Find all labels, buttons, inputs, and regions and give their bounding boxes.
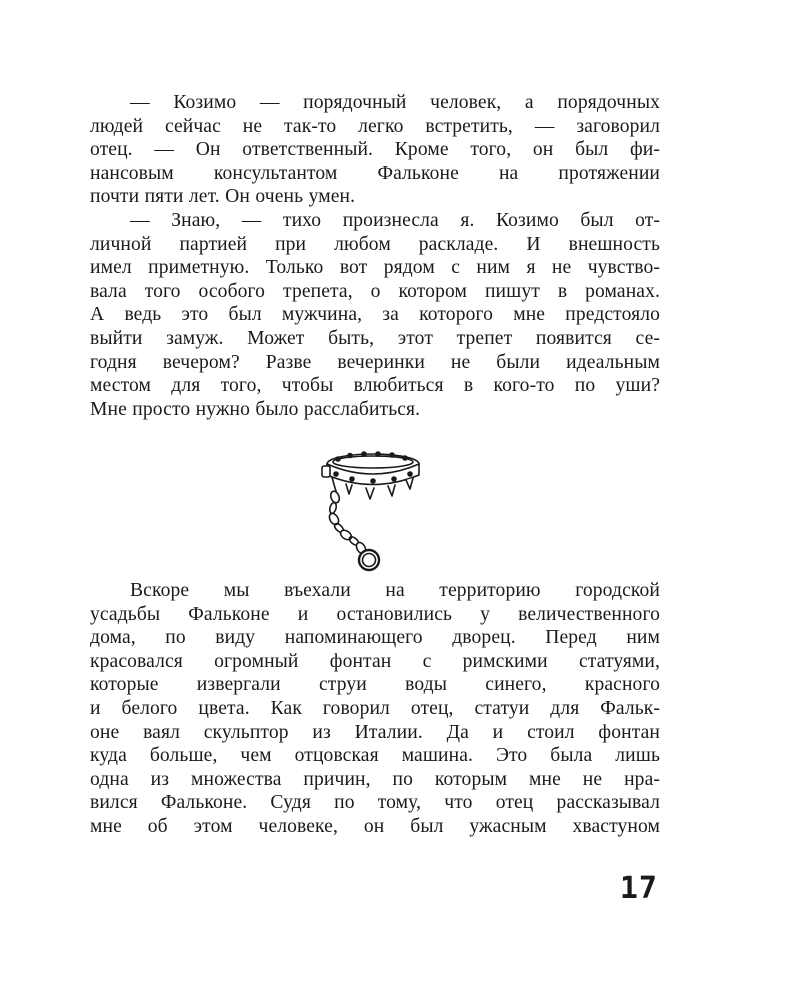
text-line: одна из множества причин, по которым мне не нра- — [90, 768, 660, 790]
text-line: людей сейчас не так-то легко встретить, — заговорил — [90, 115, 660, 137]
text-line: — Знаю, — тихо произнесла я. Козимо был от- — [130, 209, 660, 231]
text-line: местом для того, чтобы влюбиться в кого-то по уши? — [90, 375, 660, 397]
text-block-bottom — [90, 579, 660, 839]
text-line: выйти замуж. Может быть, этот трепет появится се- — [90, 327, 660, 349]
text-line: усадьбы Фальконе и остановились у величественного — [90, 603, 660, 625]
text-line: которые извергали струи воды синего, красного — [90, 674, 660, 696]
text-line: и белого цвета. Как говорил отец, статуи для Фальк- — [90, 697, 660, 719]
text-line: годня вечером? Разве вечеринки не были идеальным — [90, 351, 660, 373]
text-line: красовался огромный фонтан с римскими статуями, — [90, 650, 660, 672]
text-line: вала того особого трепета, о котором пишут в романах. — [90, 280, 660, 302]
text-line: личной партией при любом раскладе. И внешность — [90, 233, 660, 255]
spiked-collar-with-chain-icon — [318, 448, 428, 573]
text-line: имел приметную. Только вот рядом с ним я не чувство- — [90, 257, 660, 279]
text-line: — Козимо — порядочный человек, а порядочных — [130, 92, 660, 113]
text-line: вился Фальконе. Судя по тому, что отец рассказывал — [90, 792, 660, 814]
page-number: 17 — [619, 871, 658, 906]
text-line: мне об этом человеке, он был ужасным хвастуном — [90, 815, 660, 837]
text-line: Вскоре мы въехали на территорию городской — [130, 580, 660, 601]
text-line: А ведь это был мужчина, за которого мне предстояло — [90, 304, 660, 326]
text-block-top — [90, 91, 660, 421]
text-line: нансовым консультантом Фальконе на протяжении — [90, 162, 660, 184]
text-line: отец. — Он ответственный. Кроме того, он был фи- — [90, 139, 660, 161]
text-line: оне ваял скульптор из Италии. Да и стоил фонтан — [90, 721, 660, 743]
text-line: Мне просто нужно было расслабиться. — [90, 398, 421, 420]
text-line: дома, по виду напоминающего дворец. Перед ним — [90, 627, 660, 649]
text-line: куда больше, чем отцовская машина. Это была лишь — [90, 745, 660, 767]
text-line: почти пяти лет. Он очень умен. — [90, 186, 356, 208]
